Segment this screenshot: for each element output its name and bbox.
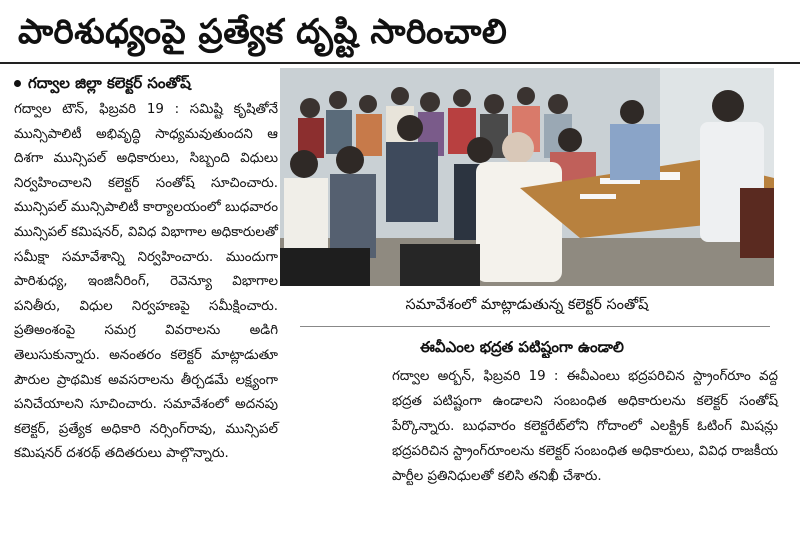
sub-story [392,364,778,489]
byline [14,72,284,94]
photo-caption: సమావేశంలో మాట్లాడుతున్న కలెక్టర్ సంతోష్ [405,297,649,313]
bullet-icon [14,80,21,87]
caption-rule [300,326,770,327]
meeting-photo [280,68,774,286]
headline: పారిశుధ్యంపై ప్రత్యేక దృష్టి సారించాలి [18,12,508,52]
headline-rule [0,62,800,64]
sub-story-text: గద్వాల అర్బన్, ఫిబ్రవరి 19 : ఈవీఎంలు భద్రపరిచిన స్ట్రాంగ్‌రూం వద్ద భద్రత పటిష్టంగా ఉండాలని సంబంధిత అధికారులను కలెక్టర్ సంతోష్ పేర్కొన్నారు. బుధవారం కలెక్టరేట్‌లోని గోదాంలో ఎలక్ట్రిక్ ఓటింగ్ మిషన్లు భద్రపరిచిన స్ట్రాంగ్‌రూంలను కలెక్టర్ సంబంధిత అధికారులు, వివిధ రాజకీయ పార్టీల ప్రతినిధులతో కలిసి తనిఖీ చేశారు. [392,369,778,484]
main-story-text: గద్వాల టౌన్, ఫిబ్రవరి 19 : సమిష్టి కృషితోనే మున్సిపాలిటీ అభివృద్ధి సాధ్యమవుతుందని ఆ దిశగా మున్సిపల్ అధికారులు, సిబ్బంది విధులు నిర్వహించాలని కలెక్టర్ సంతోష్ సూచించారు. మున్సిపల్ మున్సిపాలిటీ కార్యాలయంలో బుధవారం మున్సిపల్ కమిషనర్, వివిధ విభాగాల అధికారులతో సమీక్షా సమావేశాన్ని నిర్వహించారు. ముందుగా పారిశుధ్య, ఇంజినీరింగ్, రెవెన్యూ విభాగాల పనితీరు, విధుల నిర్వహణపై సమీక్షించారు. ప్రతిఅంశంపై సమగ్ర వివరాలను అడిగి తెలుసుకున్నారు. అనంతరం కలెక్టర్ మాట్లాడుతూ పౌరుల ప్రాథమిక అవసరాలను తీర్చడమే లక్ష్యంగా పనిచేయాలని సూచించారు. సమావేశంలో అదనపు కలెక్టర్, ప్రత్యేక అధికారి నర్సింగ్‌రావు, మున్సిపల్ కమిషనర్ దశరథ్ తదితరులు పాల్గొన్నారు. [14,102,278,462]
main-story [14,98,278,467]
byline-text: గద్వాల జిల్లా కలెక్టర్ సంతోష్ [28,74,191,92]
sub-headline: ఈవీఎంల భద్రత పటిష్టంగా ఉండాలి [420,338,624,356]
